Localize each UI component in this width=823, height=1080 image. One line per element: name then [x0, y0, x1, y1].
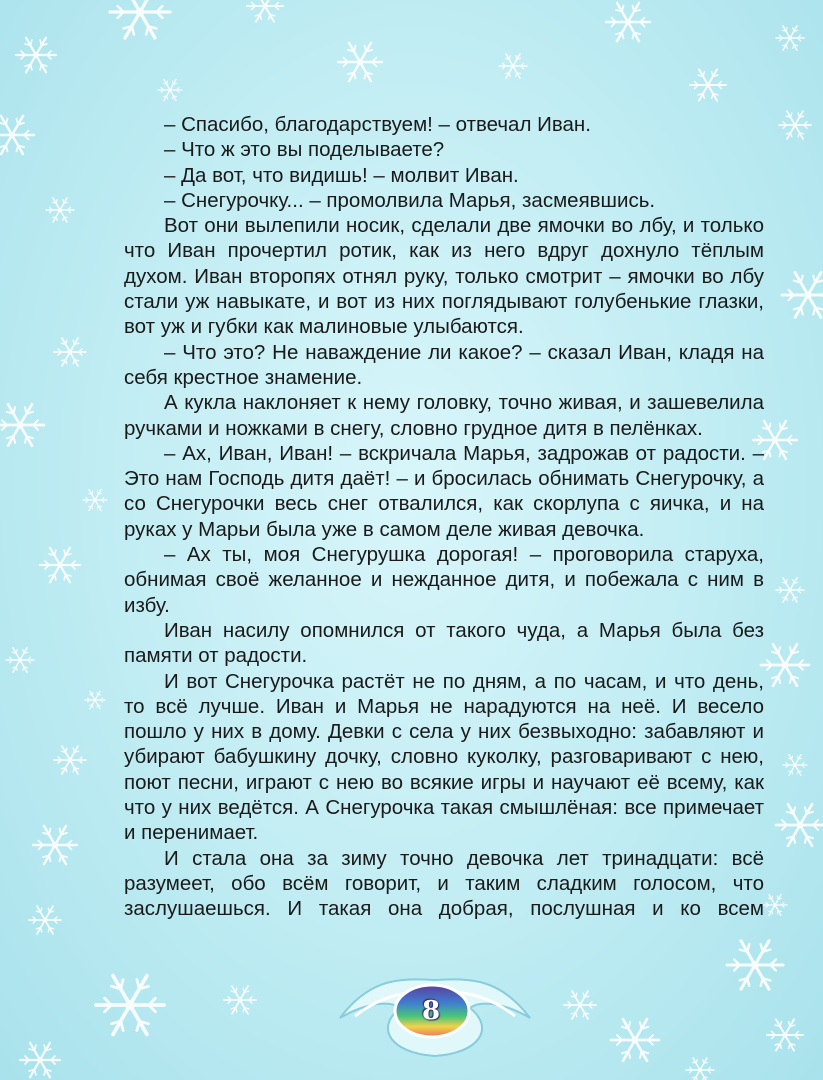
snowflake-icon	[158, 80, 182, 101]
snowflake-icon	[6, 648, 34, 672]
paragraph: Иван насилу опомнился от такого чуда, а Марья была без памяти от радости.	[124, 618, 764, 668]
snowflake-icon	[54, 338, 86, 366]
paragraph: – Да вот, что видишь! – молвит Иван.	[164, 163, 519, 187]
snowflake-icon	[761, 644, 809, 686]
page-number: 8	[421, 996, 441, 1026]
snowflake-icon	[85, 691, 105, 708]
snowflake-icon	[767, 1019, 803, 1050]
snowflake-icon	[686, 1058, 714, 1080]
snowflake-icon	[783, 755, 807, 776]
snowflake-icon	[83, 490, 107, 511]
snowflake-icon	[110, 0, 170, 38]
snowflake-icon	[727, 941, 783, 989]
snowflake-icon	[0, 404, 44, 446]
snowflake-icon	[96, 976, 164, 1035]
snowflake-icon	[224, 986, 256, 1014]
paragraph: Вот они вылепили носик, сделали две ямочки во лбу, и только что Иван прочертил ротик, как из него вдруг дохнуло тёплым духом. Иван второпях отнял руку, только смотрит – ямочки во лбу стали уж навыкате, и вот из них поглядывают голубенькие глазки, вот уж и губки как малиновые улыбаются.	[124, 214, 764, 339]
paragraph: И вот Снегурочка растёт не по дням, а по часам, и что день, то всё лучше. Иван и Марья не нарадуются на неё. И весело пошло у них в дому. Девки с села у них безвыходно: забавляют и убирают бабушкину дочку, словно куколку, разговаривают с нею, поют песни, играют с нею во всякие игры и научают её всему, как что у них ведётся. А Снегурочка такая смышлёная: все примечает и перенимает.	[124, 669, 764, 845]
snowflake-icon	[247, 0, 283, 22]
snowflake-icon	[338, 43, 382, 81]
snowflake-icon	[763, 895, 787, 916]
snowflake-icon	[46, 198, 74, 222]
snowflake-icon	[782, 273, 823, 318]
paragraph: – Снегурочку... – промолвила Марья, засмеявшись.	[164, 188, 656, 212]
snowflake-icon	[779, 111, 811, 139]
snowflake-icon	[29, 906, 61, 934]
snowflake-icon	[606, 3, 650, 41]
snowflake-icon	[16, 38, 56, 73]
snowflake-icon	[499, 54, 527, 78]
snowflake-icon	[20, 1043, 60, 1078]
snowflake-icon	[54, 746, 86, 774]
paragraph: А кукла наклоняет к нему головку, точно живая, и зашевелила ручками и ножками в снегу, словно грудное дитя в пелёнках.	[124, 391, 764, 440]
paragraph: И стала она за зиму точно девочка лет тринадцати: всё разумеет, обо всём говорит, и таким сладким голосом, что заслушаешься. И такая она добрая, послушная и ко всем	[124, 846, 764, 921]
snowflake-icon	[690, 69, 726, 100]
snowflake-icon	[40, 548, 80, 583]
paragraph: – Ах, Иван, Иван! – вскричала Марья, задрожав от радости. – Это нам Господь дитя даёт! – и бросилась обнимать Снегурочку, а со Снегурочки весь снег отвалился, как скорлупа с яичка, и на руках у Марьи была уже в самом деле живая девочка.	[124, 441, 764, 541]
snowflake-icon	[611, 1019, 659, 1061]
snowflake-icon	[776, 578, 804, 602]
snowflake-icon	[564, 991, 596, 1019]
snowflake-icon	[776, 804, 823, 846]
paragraph: – Ах ты, моя Снегурушка дорогая! – проговорила старуха, обнимая своё желанное и нежданное дитя, и побежала с ним в избу.	[124, 543, 764, 617]
paragraph: – Что это? Не наваждение ли какое? – сказал Иван, кладя на себя крестное знамение.	[124, 340, 764, 389]
paragraph: – Что ж это вы поделываете?	[164, 138, 445, 162]
snowflake-icon	[776, 26, 804, 50]
snowflake-icon	[33, 826, 77, 864]
snowflake-icon	[0, 116, 34, 154]
paragraph: – Спасибо, благодарствуем! – отвечал Иван.	[164, 113, 591, 136]
story-text	[124, 112, 764, 922]
